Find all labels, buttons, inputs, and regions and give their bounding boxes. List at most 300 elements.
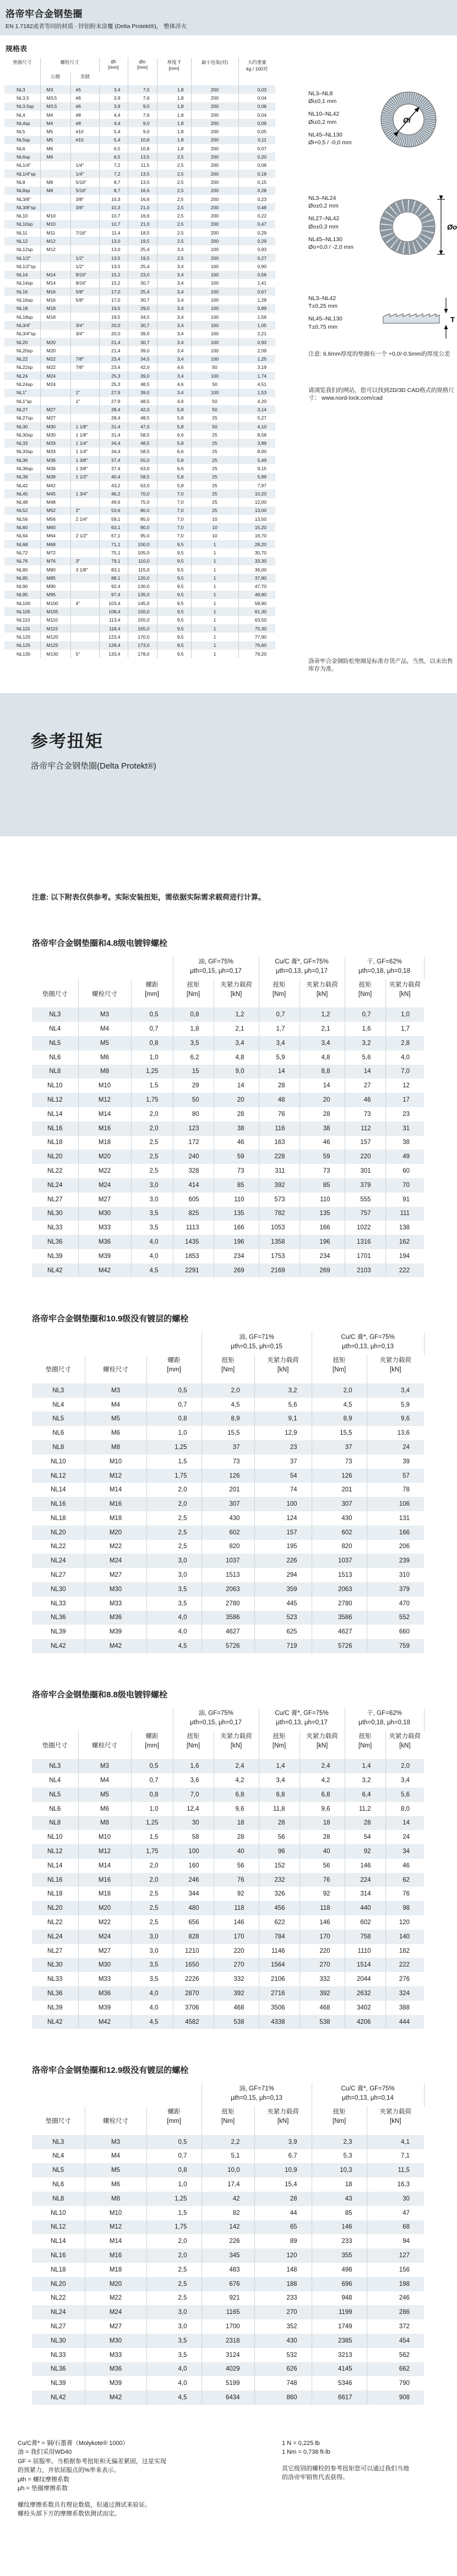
table-row (4, 422, 275, 431)
cell: 23 (254, 1440, 312, 1455)
cell: 1,5 (146, 1455, 202, 1469)
cell: 15,2 (99, 271, 128, 279)
cell: NL39 (4, 473, 40, 481)
cell (70, 582, 99, 591)
cell: 20,0 (99, 330, 128, 338)
torque-disclaimer-note: 注意: 以下附表仅供参考。实际安装扭矩，需依据实际需求载荷进行计算。 (32, 893, 265, 901)
cell: 10,8 (128, 136, 157, 144)
table-row (4, 355, 275, 363)
cell: 5,4 (99, 127, 128, 135)
cell: 5199 (202, 2376, 254, 2390)
cell: 100 (191, 338, 238, 346)
cell (70, 405, 99, 413)
text-line: NL10–NL42 (308, 111, 340, 118)
cell: 67,1 (99, 532, 128, 540)
group-oil: 油, GF=75% μth=0,15, μh=0,17 (173, 956, 259, 979)
cell: 2,5 (157, 220, 191, 228)
cell: 307 (202, 1497, 254, 1511)
cell: 13,50 (254, 516, 267, 522)
cell: 100 (191, 296, 238, 304)
torque-table-109-title: 洛帝牢合金钢垫圈和10.9级没有镀层的螺栓 (32, 1314, 189, 1324)
cell: NL12sp (4, 246, 40, 254)
cell: 11,4 (99, 228, 128, 237)
cell: 37 (312, 1440, 367, 1455)
group-cuc-paste: Cu/C 膏*, GF=75% μth=0,13, μh=0,13 (312, 1332, 424, 1355)
spec-section (0, 35, 457, 672)
cell: 224 (345, 1873, 385, 1887)
cell: NL64 (4, 532, 40, 540)
cell: M110 (40, 616, 70, 624)
cell: NL115 (4, 624, 40, 633)
cell: NL20 (32, 2277, 85, 2291)
cell: 1053 (259, 1221, 300, 1235)
cell: M3,5 (40, 94, 70, 102)
cell: 3,0 (146, 1568, 202, 1582)
cell: 100 (191, 321, 238, 329)
cell: 1513 (202, 1568, 254, 1582)
cell: 1165 (202, 2305, 254, 2319)
torque-section-banner (0, 693, 457, 836)
cell: 1,5 (131, 1830, 173, 1844)
cell: 269 (300, 1264, 345, 1278)
cell: 9,1 (254, 1412, 312, 1426)
cell: 7/16" (70, 228, 99, 237)
table-row (32, 1625, 424, 1639)
cell: M6 (40, 144, 70, 153)
cell: 328 (173, 1164, 214, 1178)
cell: 16,6 (128, 211, 157, 220)
table-row (4, 144, 275, 153)
cell: NL33 (32, 1597, 85, 1611)
cell: 17,0 (99, 287, 128, 296)
cell: 80 (173, 1107, 214, 1121)
table-row (32, 2362, 424, 2377)
cell (70, 346, 99, 355)
cell: NL39 (32, 2001, 78, 2015)
cell: 1 (191, 607, 238, 616)
cell: 5,8 (157, 456, 191, 464)
table-row (32, 1887, 424, 1901)
cell: 115,0 (128, 565, 157, 574)
cell (70, 220, 99, 228)
cell: 440 (345, 1901, 385, 1915)
cell: 58,90 (254, 600, 267, 606)
cell: NL5 (32, 1036, 78, 1050)
cell: 3,4 (157, 338, 191, 346)
table-row (32, 1582, 424, 1597)
cell: 2,5 (146, 1511, 202, 1526)
cell: 0,93 (257, 339, 267, 345)
table-row (4, 380, 275, 388)
cell: 6,7 (254, 2149, 312, 2164)
cell: 2,0 (131, 1873, 173, 1887)
cell: 60 (402, 1168, 410, 1174)
cell: 573 (259, 1192, 300, 1207)
cell: 4,0 (131, 1986, 173, 2001)
cell: NL8 (32, 1065, 78, 1079)
col-bolt-size: 螺栓尺寸 (85, 1355, 146, 1383)
cell: 18 (312, 2177, 367, 2192)
cell: 95,0 (128, 532, 157, 540)
cell: 2,5 (146, 2263, 202, 2277)
cell (40, 170, 70, 178)
cell: 49,80 (254, 592, 267, 598)
table-row (32, 1207, 424, 1221)
cell: NL39 (32, 2376, 85, 2390)
cell: 123 (173, 1121, 214, 1136)
cell: 5,9 (259, 1050, 300, 1065)
header-spacer (32, 1332, 202, 1355)
table-row (32, 1759, 424, 1773)
table-row (4, 287, 275, 296)
table-row (4, 363, 275, 372)
cell: 30,7 (128, 338, 157, 346)
cell: 1 (191, 557, 238, 565)
cell: 3,14 (257, 406, 267, 412)
spec-table (4, 58, 275, 658)
cell: NL24 (32, 1554, 85, 1568)
cell: 58 (173, 1830, 214, 1844)
table-row (4, 195, 275, 203)
cell: 5,6 (345, 1050, 385, 1065)
table-row (32, 1150, 424, 1164)
cell: 1" (70, 389, 99, 397)
cell: 3/4" (70, 330, 99, 338)
cell: NL33 (32, 2348, 85, 2362)
cell: 1701 (345, 1249, 385, 1264)
cell: 1,75 (131, 1844, 173, 1859)
cell: 3,0 (131, 1178, 173, 1192)
cell: 200 (191, 170, 238, 178)
cell: 50 (173, 1093, 214, 1107)
cell: 120,0 (128, 574, 157, 582)
cell: 59 (300, 1150, 345, 1164)
cell: 0,03 (257, 86, 267, 92)
cell: 10,3 (99, 195, 128, 203)
spec-heading: 规格表 (6, 45, 28, 53)
cell: 234 (300, 1249, 345, 1264)
cell: 1,05 (257, 322, 267, 328)
cell: NL14 (32, 1859, 78, 1873)
cell: 11,2 (345, 1802, 385, 1816)
cell: 1 (191, 641, 238, 650)
text-line: 的洛帝牢销售代表获得。 (282, 2474, 349, 2481)
cell: 0,48 (257, 204, 267, 210)
cell: 468 (300, 2001, 345, 2015)
table-row (32, 1050, 424, 1065)
cell: M72 (40, 548, 70, 557)
cell: 3,5 (131, 1958, 173, 1972)
cell: 56 (259, 1830, 300, 1844)
cell: 5,6 (401, 1791, 410, 1798)
cell: 0,8 (146, 2163, 202, 2177)
cell: M14 (40, 271, 70, 279)
cell: 3,4 (157, 372, 191, 380)
cell: 28,4 (99, 414, 128, 422)
cell: 62 (402, 1876, 410, 1883)
cell: 921 (202, 2291, 254, 2306)
cell: 25 (191, 498, 238, 507)
text-line: 螺栓头部下方的摩擦系数依测试而定。 (18, 2510, 121, 2518)
cell: 4,5 (146, 2390, 202, 2405)
text-line: Øi±0,2 mm (308, 118, 337, 126)
cell: NL10 (32, 1079, 78, 1093)
cell: 2,5 (157, 237, 191, 245)
cell: 301 (345, 1164, 385, 1178)
cell: 2,5 (157, 153, 191, 161)
cell: 200 (191, 85, 238, 94)
cell: 85 (214, 1178, 259, 1192)
cell (70, 237, 99, 245)
cell: 29 (173, 1079, 214, 1093)
cell: 1 1/4" (70, 448, 99, 456)
cell: 5,1 (202, 2149, 254, 2164)
cell: 12,9 (254, 1426, 312, 1440)
cell: 50 (191, 422, 238, 431)
cell: 0,5 (146, 1384, 202, 1398)
cell: NL6 (32, 1050, 78, 1065)
cell: 19,5 (128, 237, 157, 245)
cell: 5726 (312, 1639, 367, 1653)
table-row (32, 2206, 424, 2220)
text-line: NL3–NL42 (308, 295, 336, 302)
cell: M18 (78, 1887, 131, 1901)
cell: 61,30 (254, 609, 267, 615)
cell: 0,7 (146, 2149, 202, 2164)
cell: 160 (173, 1859, 214, 1873)
cell: 49,6 (99, 498, 128, 507)
cell (70, 481, 99, 489)
cell: 200 (191, 111, 238, 119)
cell: 1,75 (131, 1093, 173, 1107)
cell: M5 (85, 2163, 146, 2177)
cell: 25,4 (128, 262, 157, 270)
col-clamp-load: 夹紧力载荷 [kN] (389, 982, 421, 998)
cell: 3124 (202, 2348, 254, 2362)
cell: 82 (202, 2206, 254, 2220)
cell: 46,2 (99, 489, 128, 498)
cell: M60 (40, 523, 70, 531)
cell: M27 (85, 2319, 146, 2334)
cell: 1,0 (131, 1802, 173, 1816)
cell: 124 (254, 1511, 312, 1526)
cell: 148 (254, 2263, 312, 2277)
cell: M24 (40, 372, 70, 380)
cell: NL30 (32, 1582, 85, 1597)
cell: NL5 (32, 1412, 85, 1426)
cell: 2870 (173, 1986, 214, 2001)
cell: 25,3 (99, 380, 128, 388)
table-row (4, 641, 275, 650)
table-row (4, 431, 275, 439)
cell: 2,21 (257, 331, 267, 337)
cell: 206 (399, 1543, 410, 1550)
cell: 49 (402, 1153, 410, 1161)
cell: 2385 (312, 2334, 367, 2348)
cell: NL22 (32, 1915, 78, 1930)
cell: 28 (300, 1830, 345, 1844)
cell: 4627 (312, 1625, 367, 1639)
cell: M14 (40, 279, 70, 287)
cell: 20 (214, 1093, 259, 1107)
cell: 46 (402, 1862, 410, 1869)
cell: 100 (191, 355, 238, 363)
cell: NL12 (4, 237, 40, 245)
cell (70, 574, 99, 582)
outer-diameter-tolerances (308, 194, 379, 262)
table-row (4, 228, 275, 237)
cell: 758 (345, 1930, 385, 1944)
table-row (32, 1944, 424, 1958)
cell: 23,0 (128, 271, 157, 279)
cell: NL90 (4, 582, 40, 591)
cell: 146 (345, 1859, 385, 1873)
cell: 50 (191, 363, 238, 372)
cell: NL36 (32, 1611, 85, 1625)
cell: 8,9 (202, 1412, 254, 1426)
cell: 2,4 (214, 1759, 259, 1773)
col-weight: 大约重量 kg / 100对 (246, 59, 268, 72)
cell: 73 (345, 1107, 385, 1121)
thickness-tolerance-block (308, 295, 457, 344)
cell: 73 (300, 1164, 345, 1178)
cell: #10 (70, 127, 99, 135)
cell: 14 (214, 1079, 259, 1093)
cell: NL10 (4, 211, 40, 220)
cell: 100 (191, 246, 238, 254)
cell: 18,5 (128, 228, 157, 237)
cell: NL5 (32, 1788, 78, 1802)
cell: 3213 (312, 2348, 367, 2362)
cell: 42,0 (128, 405, 157, 413)
table-row (4, 102, 275, 111)
table-row (32, 1164, 424, 1178)
cell: M27 (40, 405, 70, 413)
cell: 1 (191, 582, 238, 591)
torque-banner-title: 参考扭矩 (31, 732, 104, 751)
cell: 2103 (345, 1264, 385, 1278)
cell: 157 (254, 1526, 312, 1540)
cell: 25 (191, 439, 238, 447)
cell: 2 1/4" (70, 515, 99, 523)
cell: NL20 (4, 338, 40, 346)
cell: 53,6 (99, 507, 128, 515)
table-row (4, 304, 275, 313)
cell: 126 (312, 1469, 367, 1483)
col-clamp-load: 夹紧力载荷 [kN] (389, 1733, 421, 1749)
cell (70, 304, 99, 313)
cell: M42 (85, 2390, 146, 2405)
cell: M27 (78, 1192, 131, 1207)
text-line: Øo±0,3 mm (308, 223, 339, 230)
cell: 48,5 (128, 439, 157, 447)
cell: 135,0 (128, 591, 157, 599)
cell: 9,0 (128, 102, 157, 111)
col-clamp-load: 夹紧力载荷 [kN] (379, 1357, 412, 1374)
cell: 332 (214, 1972, 259, 1986)
cell: M6 (85, 1426, 146, 1440)
text-line: NL3–NL24 (308, 195, 336, 201)
cell: M18 (78, 1136, 131, 1150)
cell: 25,4 (128, 287, 157, 296)
cell: 3,4 (99, 85, 128, 94)
cell: 2169 (259, 1264, 300, 1278)
cell: M8 (40, 187, 70, 195)
cell: 232 (259, 1873, 300, 1887)
table-row (32, 1958, 424, 1972)
table-row (32, 1036, 424, 1050)
cell: 1,7 (401, 1026, 410, 1033)
table-row (4, 136, 275, 144)
cell: #8 (70, 119, 99, 127)
cell: 3 1/8" (70, 565, 99, 574)
cell: NL3/8"sp (4, 203, 40, 211)
table-row (32, 1007, 424, 1022)
cell: 39,0 (128, 330, 157, 338)
cell: 0,56 (257, 272, 267, 278)
cell: 1110 (345, 1944, 385, 1958)
cell: 5,3 (312, 2149, 367, 2164)
cell: 28 (345, 1816, 385, 1831)
cell: 344 (173, 1887, 214, 1901)
cell: 1037 (202, 1554, 254, 1568)
cell: 2106 (259, 1972, 300, 1986)
cell: 555 (345, 1192, 385, 1207)
cell: 6,6 (157, 431, 191, 439)
spec-content (4, 58, 457, 672)
cell (70, 414, 99, 422)
cell: 1 1/8" (70, 431, 99, 439)
table-row (32, 1178, 424, 1192)
table-row (32, 1192, 424, 1207)
cell: 379 (345, 1178, 385, 1192)
page-subtitle: EN 1.7182或者等同的材质 · 锌铝粉末涂覆 (Delta Protekt®)， 整体淬火 (6, 23, 187, 30)
cell: NL60 (4, 523, 40, 531)
cell: 220 (214, 1944, 259, 1958)
cell: 4,1 (401, 2138, 410, 2145)
cell: 4206 (345, 2015, 385, 2029)
table-row (4, 220, 275, 228)
cell: 4,10 (257, 423, 267, 429)
cell: 1210 (173, 1944, 214, 1958)
cell: 5,8 (157, 414, 191, 422)
cell: 3,19 (257, 364, 267, 371)
cell: 42,0 (128, 363, 157, 372)
cell: 4,4 (99, 111, 128, 119)
cell: 4,5 (202, 1398, 254, 1412)
cell: 9,5 (157, 641, 191, 650)
cell: 83,1 (99, 565, 128, 574)
text-line: NL27–NL42 (308, 215, 340, 222)
cell: 1,25 (131, 1816, 173, 1831)
cell: 5/16" (70, 178, 99, 186)
cell: 200 (191, 161, 238, 170)
cell: 7,0 (157, 532, 191, 540)
cell: M5 (78, 1788, 131, 1802)
cell: NL22 (32, 2291, 85, 2306)
table-row (4, 456, 275, 464)
cell: 1,8 (157, 102, 191, 111)
cell: 3,5 (146, 1582, 202, 1597)
cell: 8,58 (257, 432, 267, 438)
table-row (4, 313, 275, 321)
cell: NL120 (4, 633, 40, 641)
cell: 76,60 (254, 642, 267, 649)
cell: M48 (40, 498, 70, 507)
cell: M24 (85, 2305, 146, 2319)
cell: 170 (300, 1930, 345, 1944)
cell: 48,5 (128, 414, 157, 422)
